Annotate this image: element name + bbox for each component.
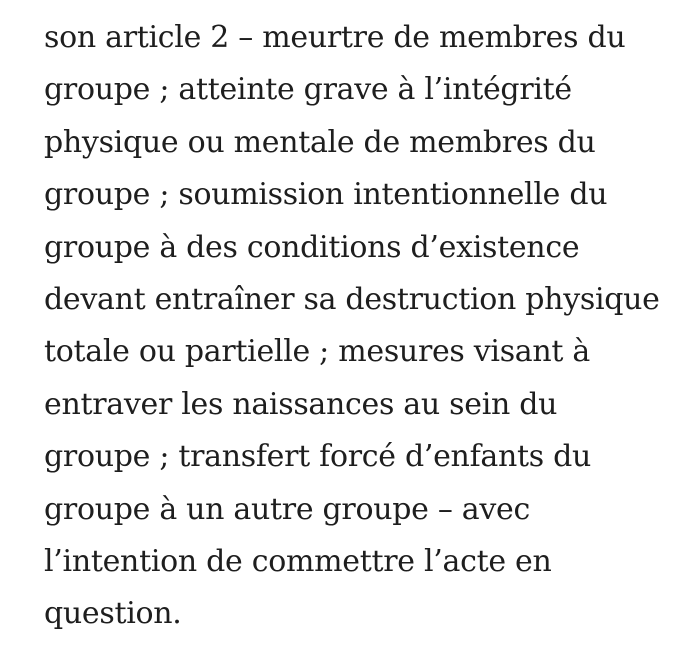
paragraph-line: totale ou partielle ; mesures visant à [44, 334, 590, 370]
paragraph-line: devant entraîner sa destruction physique [44, 282, 660, 318]
paragraph-line: l’intention de commettre l’acte en [44, 544, 552, 580]
paragraph-line: groupe ; soumission intentionnelle du [44, 177, 608, 213]
paragraph-line: groupe à des conditions d’existence [44, 229, 580, 265]
paragraph-line: question. [44, 596, 182, 632]
paragraph-line: groupe à un autre groupe – avec [44, 491, 530, 527]
paragraph-line: groupe ; transfert forcé d’enfants du [44, 439, 591, 475]
paragraph-line: entraver les naissances au sein du [44, 386, 558, 422]
paragraph-line: groupe ; atteinte grave à l’intégrité [44, 72, 572, 108]
paragraph-line: physique ou mentale de membres du [44, 124, 596, 160]
article-paragraph [44, 12, 684, 641]
paragraph-line: son article 2 – meurtre de membres du [44, 20, 626, 55]
